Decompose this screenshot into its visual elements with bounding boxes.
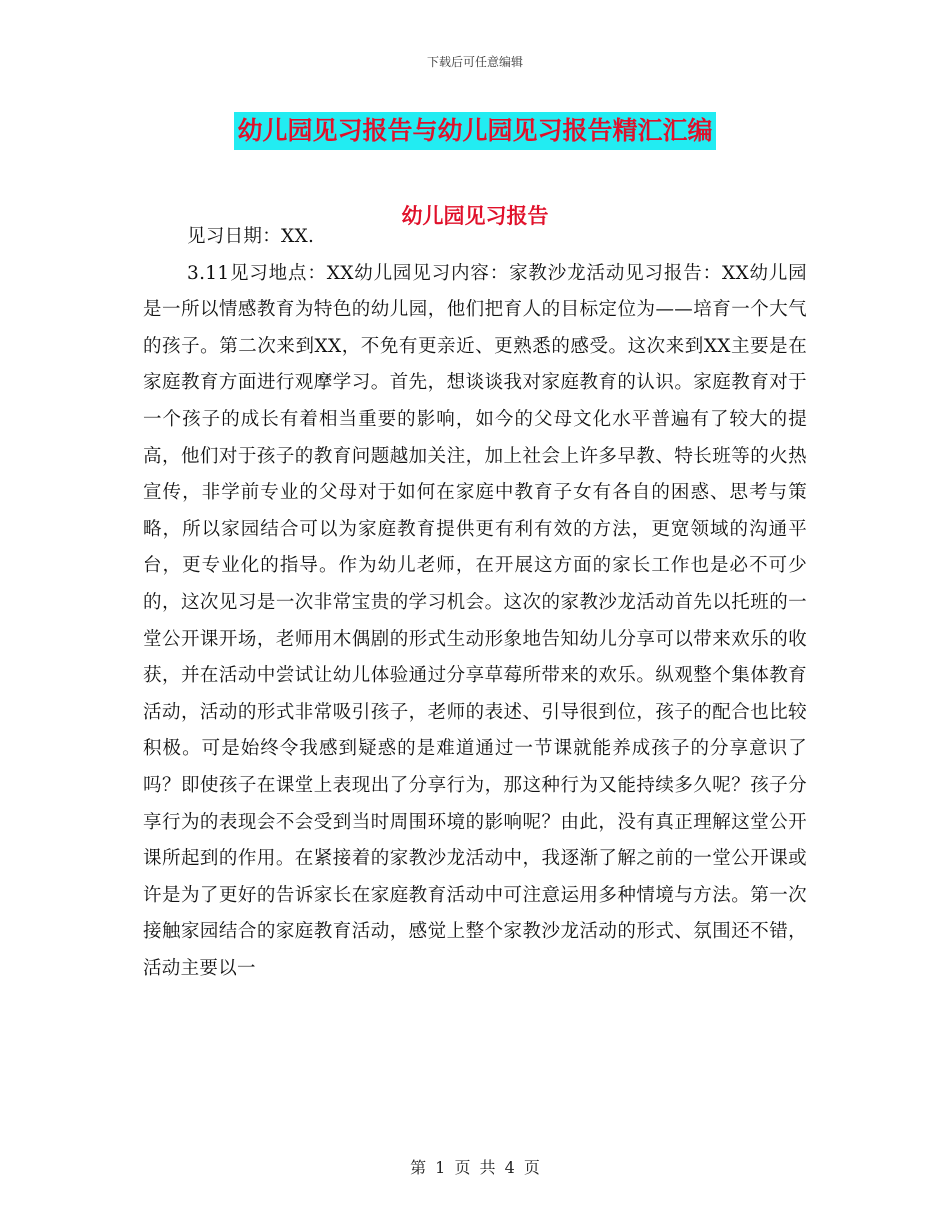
page-header: 下载后可任意编辑 — [426, 55, 523, 69]
section-title: 幼儿园见习报告 — [401, 204, 549, 228]
paragraph-date: 见习日期：XX. — [187, 226, 315, 247]
body-text — [143, 219, 807, 987]
page-footer: 第 1 页 共 4 页 — [410, 1158, 540, 1177]
document-title: 幼儿园见习报告与幼儿园见习报告精汇汇编 — [234, 112, 715, 150]
title-container — [0, 112, 950, 150]
paragraph-main: 3.11见习地点：XX幼儿园见习内容：家教沙龙活动见习报告：XX幼儿园是一所以情感教育为特色的幼儿园，他们把育人的目标定位为——培育一个大气的孩子。第二次来到XX，不免有更亲近、更熟悉的感受。这次来到XX主要是在家庭教育方面进行观摩学习。首先，想谈谈我对家庭教育的认识。家庭教育对于一个孩子的成长有着相当重要的影响，如今的父母文化水平普遍有了较大的提高，他们对于孩子的教育问题越加关注，加上社会上许多早教、特长班等的火热宣传，非学前专业的父母对于如何在家庭中教育子女有各自的困惑、思考与策略，所以家园结合可以为家庭教育提供更有利有效的方法，更宽领域的沟通平台，更专业化的指导。作为幼儿老师，在开展这方面的家长工作也是必不可少的，这次见习是一次非常宝贵的学习机会。这次的家教沙龙活动首先以托班的一堂公开课开场，老师用木偶剧的形式生动形象地告知幼儿分享可以带来欢乐的收获，并在活动中尝试让幼儿体验通过分享草莓所带来的欢乐。纵观整个集体教育活动，活动的形式非常吸引孩子，老师的表述、引导很到位，孩子的配合也比较积极。可是始终令我感到疑惑的是难道通过一节课就能养成孩子的分享意识了吗？即使孩子在课堂上表现出了分享行为，那这种行为又能持续多久呢？孩子分享行为的表现会不会受到当时周围环境的影响呢？由此，没有真正理解这堂公开课所起到的作用。在紧接着的家教沙龙活动中，我逐渐了解之前的一堂公开课或许是为了更好的告诉家长在家庭教育活动中可注意运用多种情境与方法。第一次接触家园结合的家庭教育活动，感觉上整个家教沙龙活动的形式、氛围还不错，活动主要以一 — [143, 262, 807, 979]
